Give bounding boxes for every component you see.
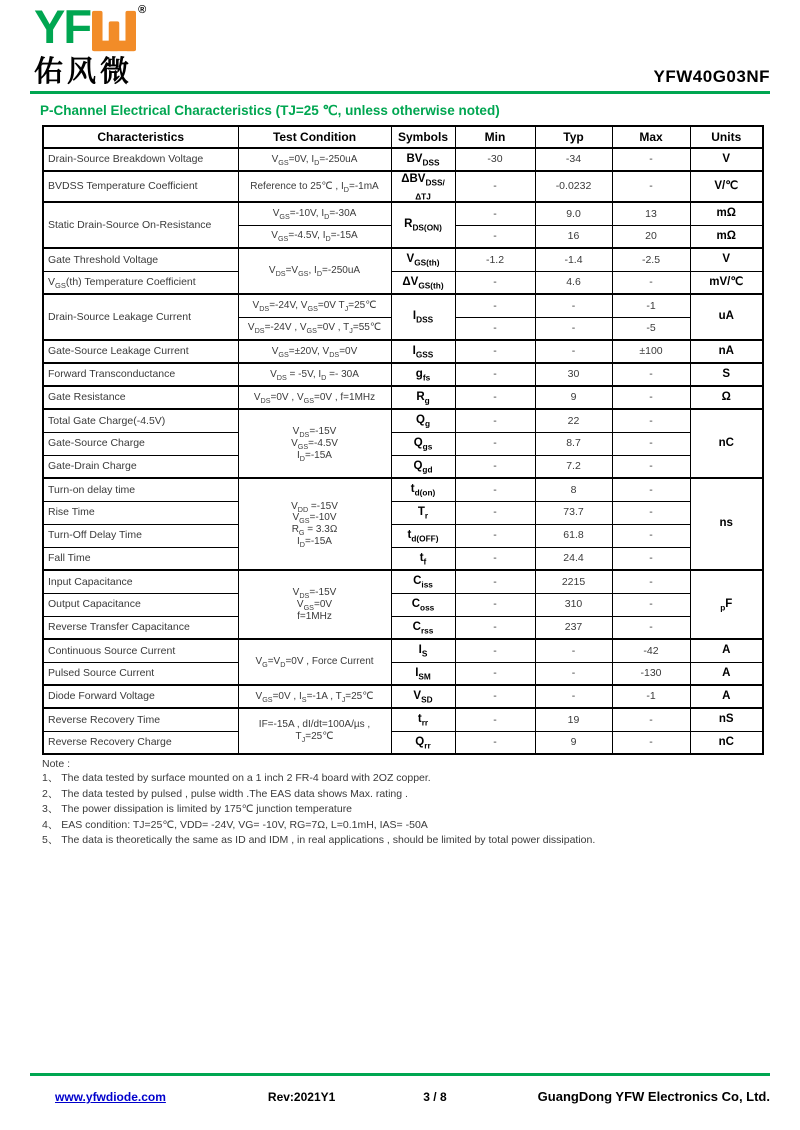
cell-units: nA: [690, 340, 763, 363]
cell-typ: -: [535, 340, 612, 363]
cell-max: -: [612, 455, 690, 478]
cell-characteristics: $V_{GS}(th)$ Temperature Coefficient: [43, 271, 238, 294]
cell-max: -: [612, 547, 690, 570]
cell-units: nS: [690, 708, 763, 731]
cell-min: -: [455, 685, 535, 708]
cell-typ: -34: [535, 148, 612, 171]
cell-max: -: [612, 409, 690, 432]
cell-units: Ω: [690, 386, 763, 409]
table-row: [43, 455, 763, 478]
cell-max: ±100: [612, 340, 690, 363]
cell-symbol: $R_g$: [391, 386, 455, 409]
cell-units: V/℃: [690, 171, 763, 202]
cell-characteristics: Pulsed Source Current: [43, 662, 238, 685]
cell-characteristics: Gate Threshold Voltage: [43, 248, 238, 271]
table-row: [43, 662, 763, 685]
cell-condition: $V_{DS}=-15V$ $V_{GS}=0V$ f=1MHz: [238, 570, 391, 639]
cell-max: -1: [612, 294, 690, 317]
cell-min: -: [455, 731, 535, 754]
cell-characteristics: Total Gate Charge(-4.5V): [43, 409, 238, 432]
cell-characteristics: Input Capacitance: [43, 570, 238, 593]
cell-condition: $V_{DD} =-15V$ $V_{GS}=-10V$ $R_G = 3.3\Omega$ $I_D=-15A$: [238, 478, 391, 570]
cell-typ: 9.0: [535, 202, 612, 225]
cell-symbol: $t_{rr}$: [391, 708, 455, 731]
table-row: [43, 708, 763, 731]
cell-characteristics: Static Drain-Source On-Resistance: [43, 202, 238, 248]
cell-typ: 30: [535, 363, 612, 386]
cell-min: -: [455, 524, 535, 547]
cell-characteristics: Continuous Source Current: [43, 639, 238, 662]
cell-min: -: [455, 225, 535, 248]
cell-units: A: [690, 639, 763, 662]
cell-symbol: $Q_g$: [391, 409, 455, 432]
cell-typ: 9: [535, 386, 612, 409]
column-header: Symbols: [391, 126, 455, 148]
table-row: [43, 593, 763, 616]
cell-symbol: $BV_{DSS}$: [391, 148, 455, 171]
cell-characteristics: Diode Forward Voltage: [43, 685, 238, 708]
cell-min: -: [455, 294, 535, 317]
cell-condition: $V_{GS}=-4.5V$, $I_D=-15A$: [238, 225, 391, 248]
table-row: [43, 271, 763, 294]
column-header: Typ: [535, 126, 612, 148]
column-header: Min: [455, 126, 535, 148]
cell-typ: -: [535, 639, 612, 662]
cell-typ: 19: [535, 708, 612, 731]
cell-min: -: [455, 409, 535, 432]
registered-trademark-icon: ®: [138, 4, 147, 16]
cell-typ: -: [535, 685, 612, 708]
cell-min: -: [455, 570, 535, 593]
cell-symbol: $I_S$: [391, 639, 455, 662]
note-item-1: 1、 The data tested by surface mounted on a 1 inch 2 FR-4 board with 2OZ copper.: [42, 772, 431, 785]
cell-min: -1.2: [455, 248, 535, 271]
cell-max: -1: [612, 685, 690, 708]
cell-typ: 24.4: [535, 547, 612, 570]
cell-units: uA: [690, 294, 763, 340]
cell-condition: $V_G=V_D=0V$ , Force Current: [238, 639, 391, 685]
cell-min: -: [455, 202, 535, 225]
cell-units: nC: [690, 731, 763, 754]
cell-typ: 237: [535, 616, 612, 639]
note-item-2: 2、 The data tested by pulsed , pulse width .The EAS data shows Max. rating .: [42, 787, 408, 800]
cell-symbol: $g_{fs}$: [391, 363, 455, 386]
cell-symbol: $\Delta V_{GS(th)}$: [391, 271, 455, 294]
yfw-logo: [30, 0, 147, 88]
company-name: GuangDong YFW Electronics Co, Ltd.: [537, 1089, 770, 1104]
cell-min: -: [455, 547, 535, 570]
table-row: [43, 363, 763, 386]
cell-symbol: $I_{GSS}$: [391, 340, 455, 363]
column-header: Max: [612, 126, 690, 148]
cell-min: -: [455, 271, 535, 294]
cell-min: -: [455, 593, 535, 616]
table-row: [43, 248, 763, 271]
table-row: [43, 148, 763, 171]
cell-characteristics: Forward Transconductance: [43, 363, 238, 386]
cell-min: -: [455, 455, 535, 478]
cell-symbol: $t_f$: [391, 547, 455, 570]
cell-condition: $V_{GS}=\pm 20V$, $V_{DS}=0V$: [238, 340, 391, 363]
notes-label: Note :: [42, 758, 71, 771]
cell-units: mΩ: [690, 225, 763, 248]
cell-condition: $V_{DS}=-24V$, $V_{GS}=0V$ $T_J=25℃$: [238, 294, 391, 317]
part-number: YFW40G03NF: [653, 67, 770, 86]
cell-symbol: $I_{DSS}$: [391, 294, 455, 340]
table-row: [43, 409, 763, 432]
cell-characteristics: Reverse Recovery Charge: [43, 731, 238, 754]
table-row: [43, 524, 763, 547]
cell-units: V: [690, 248, 763, 271]
footer-divider: [30, 1073, 770, 1076]
cell-condition: $V_{GS}=-10V$, $I_D=-30A$: [238, 202, 391, 225]
table-row: [43, 171, 763, 202]
cell-typ: -0.0232: [535, 171, 612, 202]
page-number: 3 / 8: [423, 1090, 447, 1104]
column-header: Characteristics: [43, 126, 238, 148]
cell-typ: 4.6: [535, 271, 612, 294]
cell-min: -: [455, 639, 535, 662]
cell-typ: 22: [535, 409, 612, 432]
note-item-5: 5、 The data is theoretically the same as ID and IDM , in real applications , should be limited by total power dissipation.: [42, 834, 596, 847]
cell-units: S: [690, 363, 763, 386]
table-row: [43, 478, 763, 501]
cell-symbol: $C_{iss}$: [391, 570, 455, 593]
page-footer: [30, 1070, 770, 1104]
cell-condition: $V_{DS}=-24V$ , $V_{GS}=0V$ , $T_J=55℃$: [238, 317, 391, 340]
cell-typ: 61.8: [535, 524, 612, 547]
table-row: [43, 294, 763, 317]
cell-condition: Reference to 25℃ , $I_D=-1mA$: [238, 171, 391, 202]
cell-max: -: [612, 363, 690, 386]
notes-section: [42, 758, 770, 849]
cell-characteristics: Gate-Source Charge: [43, 432, 238, 455]
cell-symbol: $T_r$: [391, 501, 455, 524]
table-row: [43, 340, 763, 363]
table-row: [43, 202, 763, 225]
cell-typ: -: [535, 662, 612, 685]
cell-typ: 8: [535, 478, 612, 501]
cell-symbol: $Q_{rr}$: [391, 731, 455, 754]
cell-min: -: [455, 662, 535, 685]
cell-characteristics: Turn-Off Delay Time: [43, 524, 238, 547]
cell-max: -: [612, 570, 690, 593]
cell-symbol: $t_{d(OFF)}$: [391, 524, 455, 547]
cell-typ: 73.7: [535, 501, 612, 524]
cell-max: -: [612, 501, 690, 524]
cell-characteristics: Drain-Source Breakdown Voltage: [43, 148, 238, 171]
page-title: P-Channel Electrical Characteristics (TJ=25 ℃, unless otherwise noted): [40, 103, 500, 118]
note-item-4: 4、 EAS condition: TJ=25℃, VDD= -24V, VG= -10V, RG=7Ω, L=0.1mH, IAS= -50A: [42, 818, 428, 831]
revision-label: Rev:2021Y1: [267, 1090, 336, 1104]
cell-min: -: [455, 501, 535, 524]
note-item-3: 3、 The power dissipation is limited by 175℃ junction temperature: [42, 803, 353, 816]
cell-symbol: $t_{d(on)}$: [391, 478, 455, 501]
cell-units: V: [690, 148, 763, 171]
cell-max: -42: [612, 639, 690, 662]
table-body: [43, 148, 763, 754]
cell-typ: 2215: [535, 570, 612, 593]
cell-characteristics: Fall Time: [43, 547, 238, 570]
table-row: [43, 547, 763, 570]
cell-max: -: [612, 148, 690, 171]
cell-typ: 16: [535, 225, 612, 248]
table-row: [43, 731, 763, 754]
cell-units: ns: [690, 478, 763, 570]
website-link[interactable]: www.yfwdiode.com: [55, 1090, 166, 1104]
table-row: [43, 432, 763, 455]
cell-min: -: [455, 386, 535, 409]
cell-characteristics: BVDSS Temperature Coefficient: [43, 171, 238, 202]
cell-symbol: $R_{DS(ON)}$: [391, 202, 455, 248]
cell-typ: -1.4: [535, 248, 612, 271]
cell-symbol: $I_{SM}$: [391, 662, 455, 685]
cell-condition: IF=-15A , dI/dt=100A/µs , $T_J=25℃$: [238, 708, 391, 754]
logo-w-icon: [92, 10, 136, 57]
cell-characteristics: Gate-Source Leakage Current: [43, 340, 238, 363]
cell-max: -: [612, 386, 690, 409]
table-row: [43, 570, 763, 593]
table-row: [43, 501, 763, 524]
column-header: Test Condition: [238, 126, 391, 148]
cell-characteristics: Reverse Transfer Capacitance: [43, 616, 238, 639]
cell-symbol: $C_{oss}$: [391, 593, 455, 616]
cell-min: -30: [455, 148, 535, 171]
cell-symbol: $V_{GS(th)}$: [391, 248, 455, 271]
cell-characteristics: Turn-on delay time: [43, 478, 238, 501]
cell-max: -: [612, 524, 690, 547]
cell-min: -: [455, 616, 535, 639]
cell-symbol: $\Delta BV_{DSS/\Delta TJ}$: [391, 171, 455, 202]
cell-max: 20: [612, 225, 690, 248]
cell-max: -: [612, 432, 690, 455]
cell-max: -5: [612, 317, 690, 340]
cell-characteristics: Reverse Recovery Time: [43, 708, 238, 731]
cell-typ: -: [535, 294, 612, 317]
cell-min: -: [455, 708, 535, 731]
cell-condition: $V_{DS}=0V$ , $V_{GS}=0V$ , f=1MHz: [238, 386, 391, 409]
cell-max: -2.5: [612, 248, 690, 271]
cell-characteristics: Rise Time: [43, 501, 238, 524]
cell-typ: 8.7: [535, 432, 612, 455]
cell-max: -: [612, 478, 690, 501]
column-header: Units: [690, 126, 763, 148]
cell-min: -: [455, 432, 535, 455]
logo-wordmark: [34, 0, 147, 53]
logo-chinese-name: 佑风微: [34, 56, 134, 88]
cell-units: A: [690, 662, 763, 685]
cell-max: 13: [612, 202, 690, 225]
cell-symbol: $C_{rss}$: [391, 616, 455, 639]
cell-symbol: $Q_{gs}$: [391, 432, 455, 455]
cell-units: $_p$F: [690, 570, 763, 639]
table-header-row: [43, 126, 763, 148]
cell-condition: $V_{DS}=-15V$ $V_{GS}=-4.5V$ $I_D=-15A$: [238, 409, 391, 478]
cell-characteristics: Drain-Source Leakage Current: [43, 294, 238, 340]
cell-typ: -: [535, 317, 612, 340]
table-row: [43, 616, 763, 639]
cell-max: -: [612, 708, 690, 731]
table-row: [43, 685, 763, 708]
cell-characteristics: Gate Resistance: [43, 386, 238, 409]
cell-condition: $V_{DS} = -5V$, $I_D =- 30A$: [238, 363, 391, 386]
cell-characteristics: Output Capacitance: [43, 593, 238, 616]
cell-max: -130: [612, 662, 690, 685]
cell-max: -: [612, 593, 690, 616]
cell-characteristics: Gate-Drain Charge: [43, 455, 238, 478]
cell-min: -: [455, 340, 535, 363]
cell-max: -: [612, 616, 690, 639]
cell-max: -: [612, 731, 690, 754]
cell-symbol: $V_{SD}$: [391, 685, 455, 708]
cell-units: mΩ: [690, 202, 763, 225]
cell-units: mV/℃: [690, 271, 763, 294]
cell-max: -: [612, 171, 690, 202]
cell-min: -: [455, 478, 535, 501]
cell-condition: $V_{GS}=0V$ , $I_S=-1A$ , $T_J=25℃$: [238, 685, 391, 708]
cell-units: nC: [690, 409, 763, 478]
cell-min: -: [455, 363, 535, 386]
logo-yf-text: YF: [34, 0, 91, 53]
cell-condition: $V_{DS}=V_{GS}$, $I_D=-250uA$: [238, 248, 391, 294]
footer-row: [30, 1089, 770, 1104]
cell-symbol: $Q_{gd}$: [391, 455, 455, 478]
cell-condition: $V_{GS}=0V$, $I_D=-250uA$: [238, 148, 391, 171]
cell-typ: 7.2: [535, 455, 612, 478]
header-divider: [30, 91, 770, 94]
page-header: [30, 0, 770, 88]
table-row: [43, 386, 763, 409]
cell-units: A: [690, 685, 763, 708]
cell-min: -: [455, 317, 535, 340]
cell-typ: 9: [535, 731, 612, 754]
table-row: [43, 639, 763, 662]
electrical-characteristics-table: [42, 125, 764, 755]
cell-min: -: [455, 171, 535, 202]
cell-max: -: [612, 271, 690, 294]
cell-typ: 310: [535, 593, 612, 616]
